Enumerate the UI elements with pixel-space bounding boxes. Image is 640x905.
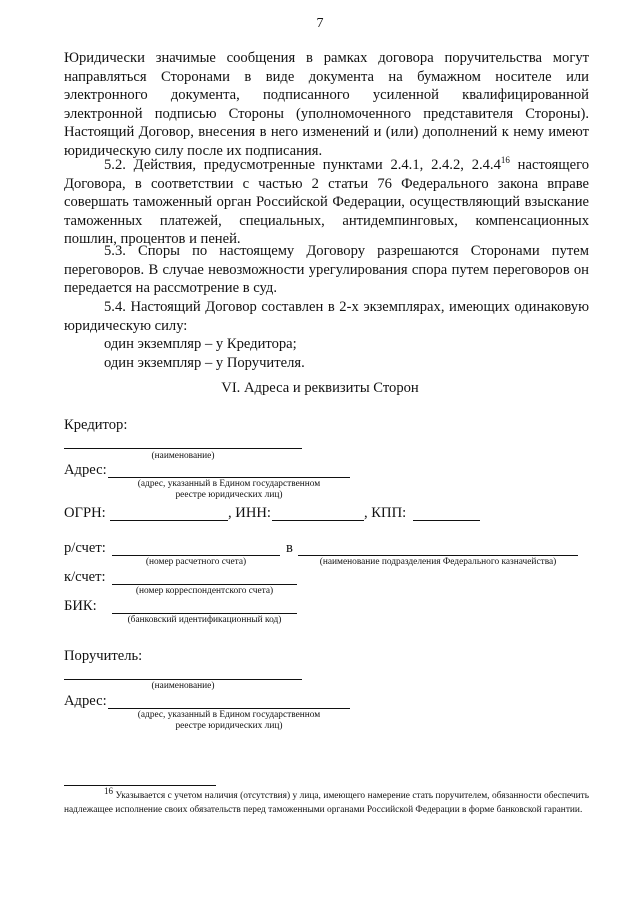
footnote [64,785,589,817]
creditor-name-caption: (наименование) [151,451,215,461]
treasury-line [298,555,578,556]
guarantor-address-caption-1: (адрес, указанный в Едином государственном [137,710,321,720]
treasury-caption: (наименование подразделения Федерального казначейства) [319,557,557,567]
inn-label: , ИНН: [228,505,271,521]
paragraph-5-3: 5.3. Споры по настоящему Договору разрешаются Сторонами путем переговоров. В случае невозможности урегулирования спора путем переговоров он передается на рассмотрение в суд. [64,243,589,297]
footnote-reference: 16 [500,155,510,166]
footnote-text: Указывается с учетом наличия (отсутствия) у лица, имеющего намерение стать поручителем, обязанности обеспечить надлежащее исполнение своих обязательств перед таможенными органами Российской Федерации в форме банковской гарантии. [64,791,589,815]
bik-label: БИК: [64,598,97,614]
page-number: 7 [316,16,324,31]
paragraph-5-2-text-b: настоящего Договора, в соответствии с частью 2 статьи 76 Федерального закона вправе совершать таможенный орган Российской Федерации, осуществляющий взыскание таможенных платежей, специальных, антидемпинговых, компенсационных пошлин, процентов и пеней. [64,157,589,248]
guarantor-name-line [64,679,302,680]
kpp-label: , КПП: [364,505,407,521]
creditor-title: Кредитор: [64,417,128,433]
copy-guarantor-line: один экземпляр – у Поручителя. [104,355,305,371]
copy-creditor-line: один экземпляр – у Кредитора; [104,336,297,352]
section-heading: VI. Адреса и реквизиты Сторон [221,380,419,396]
kpp-line [413,520,480,521]
guarantor-address-line [108,708,350,709]
corr-account-label: к/счет: [64,569,106,585]
bik-caption: (банковский идентификационный код) [127,615,282,625]
creditor-address-caption-1: (адрес, указанный в Едином государственном [137,479,321,489]
guarantor-title: Поручитель: [64,648,143,664]
paragraph-messages: Юридически значимые сообщения в рамках договора поручительства могут направляться Сторонами в виде документа на бумажном носителе или электронного документа, подписанного усиленной квалифицированной электронной подписью Стороны (уполномоченного представителя Стороны). Настоящий Договор, внесения в него изменений и (или) дополнений к нему имеют юридическую силу после их подписания. [64,50,589,159]
ogrn-label: ОГРН: [64,505,106,521]
guarantor-address-label: Адрес: [64,693,107,709]
paragraph-5-2 [64,156,589,249]
creditor-address-caption-2: реестре юридических лиц) [175,490,283,500]
in-label: в [286,540,293,556]
account-caption: (номер расчетного счета) [145,557,247,567]
bik-line [112,613,297,614]
creditor-name-line [64,448,302,449]
account-label: р/счет: [64,540,106,556]
footnote-separator [64,785,216,786]
account-line [112,555,280,556]
creditor-address-label: Адрес: [64,462,107,478]
paragraph-5-2-text-a: 5.2. Действия, предусмотренные пунктами 2.4.1, 2.4.2, 2.4.4 [104,157,501,173]
guarantor-address-caption-2: реестре юридических лиц) [175,721,283,731]
footnote-mark: 16 [104,785,113,796]
corr-account-line [112,584,297,585]
inn-line [272,520,364,521]
creditor-address-line [108,477,350,478]
corr-account-caption: (номер корреспондентского счета) [135,586,274,596]
ogrn-line [110,520,228,521]
paragraph-5-4: 5.4. Настоящий Договор составлен в 2-х экземплярах, имеющих одинаковую юридическую силу: [64,299,589,334]
guarantor-name-caption: (наименование) [151,681,215,691]
